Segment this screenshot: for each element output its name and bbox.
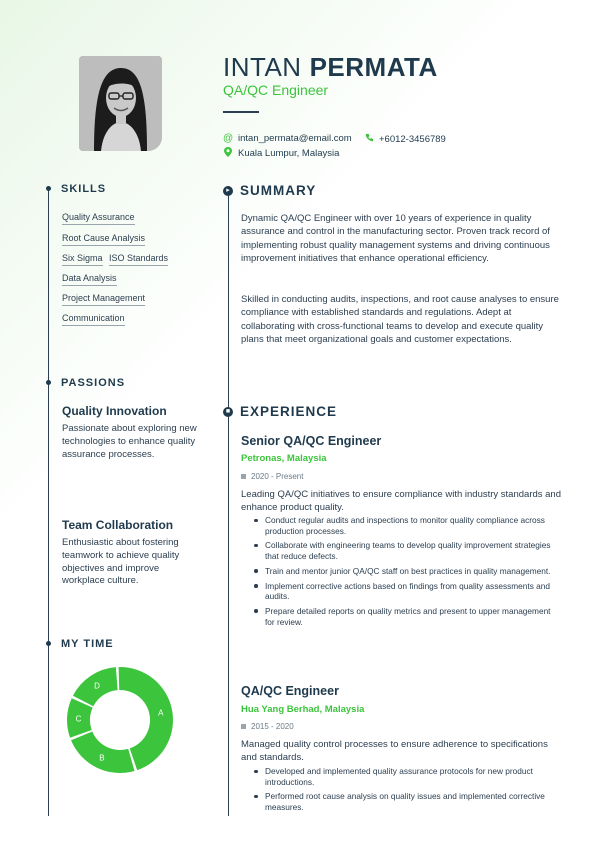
- skills-marker: [46, 186, 51, 191]
- location-contact: [223, 147, 339, 160]
- last-name: PERMATA: [309, 52, 438, 82]
- job-dates-text: 2015 - 2020: [251, 722, 294, 731]
- job-company: Hua Yang Berhad, Malaysia: [241, 704, 365, 715]
- calendar-icon: [241, 474, 246, 479]
- experience-marker-icon: ■: [223, 407, 233, 417]
- job-bullet: Train and mentor junior QA/QC staff on best practices in quality management.: [253, 566, 558, 577]
- skill-tag: Data Analysis: [62, 273, 117, 286]
- summary-heading: SUMMARY: [240, 183, 317, 198]
- donut-label: A: [158, 708, 164, 718]
- calendar-icon: [241, 724, 246, 729]
- location-text: Kuala Lumpur, Malaysia: [238, 148, 340, 159]
- job-dates-text: 2020 - Present: [251, 472, 304, 481]
- experience-heading: EXPERIENCE: [240, 404, 338, 419]
- phone-icon: [364, 133, 374, 145]
- passions-marker: [46, 380, 51, 385]
- profile-photo: [79, 56, 162, 151]
- donut-label: D: [94, 681, 100, 691]
- summary-paragraph: Dynamic QA/QC Engineer with over 10 years of experience in quality assurance and control in the manufacturing sector. Proven track record of implementing robust quality management systems and driving continuous improvement initiatives that enhance operational efficiency.: [241, 213, 550, 264]
- skill-tag: Quality Assurance: [62, 212, 135, 225]
- job-bullet: Implement corrective actions based on findings from quality assessments and audits.: [253, 581, 558, 602]
- skill-tag: Project Management: [62, 293, 145, 306]
- job-description: Leading QA/QC initiatives to ensure compliance with industry standards and enhance product quality.: [241, 489, 562, 514]
- job-title: QA/QC Engineer: [223, 82, 329, 98]
- my-time-heading: MY TIME: [61, 638, 114, 650]
- at-icon: @: [223, 133, 234, 144]
- donut-slice-b: [71, 731, 134, 773]
- email-contact[interactable]: [223, 133, 352, 144]
- job-company: Petronas, Malaysia: [241, 453, 327, 464]
- passion-title: Team Collaboration: [62, 518, 174, 532]
- map-pin-icon: [223, 147, 233, 160]
- skills-heading: SKILLS: [61, 183, 107, 195]
- summary-paragraph: Skilled in conducting audits, inspections, and root cause analyses to ensure compliance with established standards and regulations. Adept at collaborating with cross-functional teams to develop and execute quality plans that meet organizational goals and customer expectations.: [241, 294, 559, 345]
- email-text: intan_permata@email.com: [238, 133, 352, 144]
- donut-label: C: [75, 714, 82, 724]
- job-bullets: [253, 766, 558, 817]
- passion-title: Quality Innovation: [62, 404, 167, 418]
- phone-text: +6012-3456789: [379, 133, 446, 145]
- passion-description: Enthusiastic about fostering teamwork to achieve quality objectives and improve workplace culture.: [62, 537, 180, 587]
- job-bullets: [253, 515, 558, 631]
- my-time-marker: [46, 641, 51, 646]
- job-bullet: Collaborate with engineering teams to develop quality improvement strategies that reduce defects.: [253, 540, 558, 561]
- passion-description: Passionate about exploring new technologies to enhance quality assurance processes.: [62, 423, 197, 460]
- candidate-name: [223, 52, 438, 83]
- skill-tag: Root Cause Analysis: [62, 233, 145, 246]
- passions-heading: PASSIONS: [61, 377, 126, 389]
- job-bullet: Conduct regular audits and inspections to monitor quality compliance across production processes.: [253, 515, 558, 536]
- skill-tag: ISO Standards: [109, 253, 168, 266]
- first-name: INTAN: [223, 52, 302, 82]
- left-timeline: [48, 186, 49, 816]
- title-divider: [223, 111, 259, 113]
- donut-label: B: [99, 753, 105, 763]
- profile-photo-image: [79, 56, 162, 151]
- job-description: Managed quality control processes to ensure adherence to specifications and standards.: [241, 739, 548, 764]
- summary-marker-icon: ▸: [223, 186, 233, 196]
- phone-contact[interactable]: [364, 133, 446, 145]
- job-dates: [241, 722, 294, 731]
- job-bullet: Performed root cause analysis on quality issues and implemented corrective measures.: [253, 791, 558, 812]
- my-time-donut-chart: [65, 665, 175, 775]
- skill-tag: Six Sigma: [62, 253, 103, 266]
- job-dates: [241, 472, 303, 481]
- skill-tag: Communication: [62, 313, 125, 326]
- job-bullet: Developed and implemented quality assurance protocols for new product introductions.: [253, 766, 558, 787]
- job-bullet: Prepare detailed reports on quality metrics and present to upper management for review.: [253, 606, 558, 627]
- job-position: QA/QC Engineer: [241, 684, 339, 698]
- job-position: Senior QA/QC Engineer: [241, 434, 382, 448]
- right-timeline: [228, 186, 229, 816]
